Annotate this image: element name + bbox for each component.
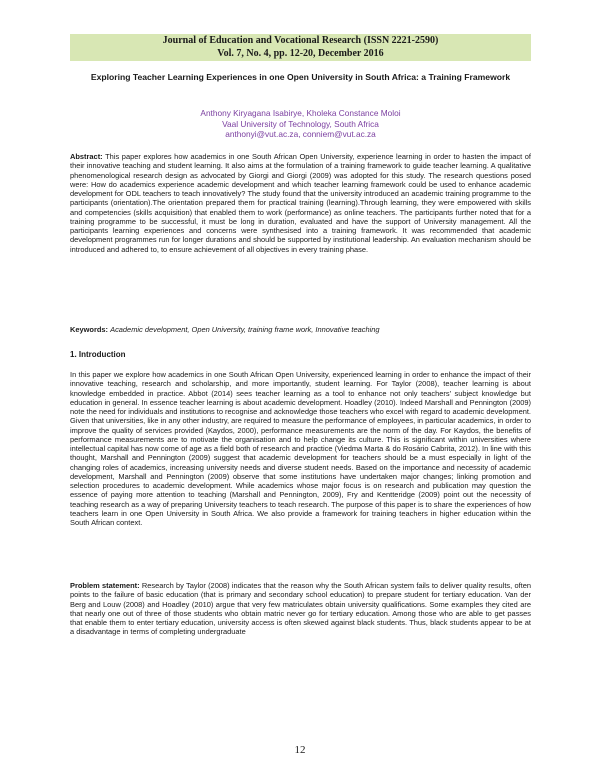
introduction-heading: 1. Introduction (70, 350, 126, 359)
paper-title: Exploring Teacher Learning Experiences in one Open University in South Africa: a Training Framework (90, 72, 511, 82)
abstract-paragraph (70, 152, 531, 254)
introduction-paragraph: In this paper we explore how academics in one South African Open University, experienced learning in order to enhance the impact of their innovative teaching, research and scholarship, and more importantly, student learning. For Taylor (2008), teacher learning is about knowledge embedded in practice. Abbot (2014) sees teacher learning as a tool to enhance not only teachers' subject knowledge but education in general. In essence teacher learning is about academic development. Hoadley (2010). Indeed Marshall and Pennington (2009) note the need for individuals and institutions to recognise and acknowledge those teachers who excel with regard to academic development. Given that universities, like in any other industry, are required to measure the performance of employees, in particular academics, in order to improve the quality of services provided (Kaydos, 2000), performance measurements are the norm of the day. For Kaydos, the benefits of performance measurements are to motivate the organisation and to help change its culture. This is significant within universities where intellectual capital has now come of age as a field both of research and practice (Viedma Marta & do Rosário Cabrita, 2012). In line with this thought, Marshall and Pennington (2009) suggest that academic development for teachers should be a must especially in light of the changing roles of academics, increasing university needs and diverse student needs. Based on the importance and necessity of academic development, Marshall and Pennington (2009) observe that some institutions have undertaken major changes; linking promotion and selection procedures to academic development. While academics whose major focus is on research and publication may question the essence of paying more attention to teaching (Marshall and Pennington, 2009), Fry and Kentteridge (2009) point out the necessity of teaching research as a way of preparing University teachers to teach research. The purpose of this paper is to share the experiences of how teachers learn in one Open University in South Africa. We also provide a framework for training teachers in higher education within the South African context. (70, 370, 531, 528)
problem-statement-text: Research by Taylor (2008) indicates that the reason why the South African system fails to deliver quality results, often points to the failure of basic education (that is primary and secondary school education) to prepare student for tertiary education. Van der Berg and Louw (2008) and Hoadley (2010) argue that very few matriculates obtain university qualifications. Some examples they cited are that nearly one out of three of those students who obtain matric never go for tertiary education. Among those who are able to get passes that enable them to enter tertiary education, university access is often skewed against black students. Thus, black students appear to be at a disadvantage in terms of completing undergraduate (70, 581, 531, 637)
journal-header (70, 34, 531, 61)
problem-statement-paragraph (70, 581, 531, 637)
page-number: 12 (294, 744, 306, 756)
abstract-text: This paper explores how academics in one South African Open University, experience learning in order to hasten the impact of their innovative teaching and student learning. It also aims at the formulation of a training framework to guide teacher learning. A qualitative phenomenological research design as advocated by Giorgi and Giorgi (2009) was adopted for this study. The research questions posed were: How do academics experience academic development and which teacher learning framework could be used to enhance academic development for ODL teachers to teach innovatively? The study found that the university introduced an academic training programme to the participants (orientation).The orientation prepared them for practical training (learning).Through learning, they were empowered with skills and competencies (skills acquisition) that enabled them to work (performance) as online teachers. The participants further noted that for a training programme to be successful, it must be long in duration, evaluated and have the support of University management. All the participants learning experiences and concerns were synthesised into a training framework. It was recommended that academic development programmes run for longer durations and should be supported by institutional leadership. An evaluation mechanism should be introduced and adhered to, to ensure achievement of all objectives in every training phase. (70, 152, 531, 254)
journal-volume-pages: Vol. 7, No. 4, pp. 12-20, December 2016 (217, 47, 384, 59)
abstract-label: Abstract: (70, 152, 103, 161)
author-affiliation: Vaal University of Technology, South Africa (222, 118, 379, 129)
author-emails: anthonyi@vut.ac.za, conniem@vut.ac.za (225, 129, 376, 139)
problem-statement-label: Problem statement: (70, 581, 140, 590)
author-block (70, 108, 531, 140)
journal-name-issn: Journal of Education and Vocational Research (ISSN 2221-2590) (162, 35, 439, 46)
keywords-text: Academic development, Open University, training frame work, Innovative teaching (110, 325, 380, 334)
author-names: Anthony Kiryagana Isabirye, Kholeka Constance Moloi (200, 108, 401, 118)
keywords-label: Keywords: (70, 325, 109, 334)
keywords-line (70, 325, 531, 334)
